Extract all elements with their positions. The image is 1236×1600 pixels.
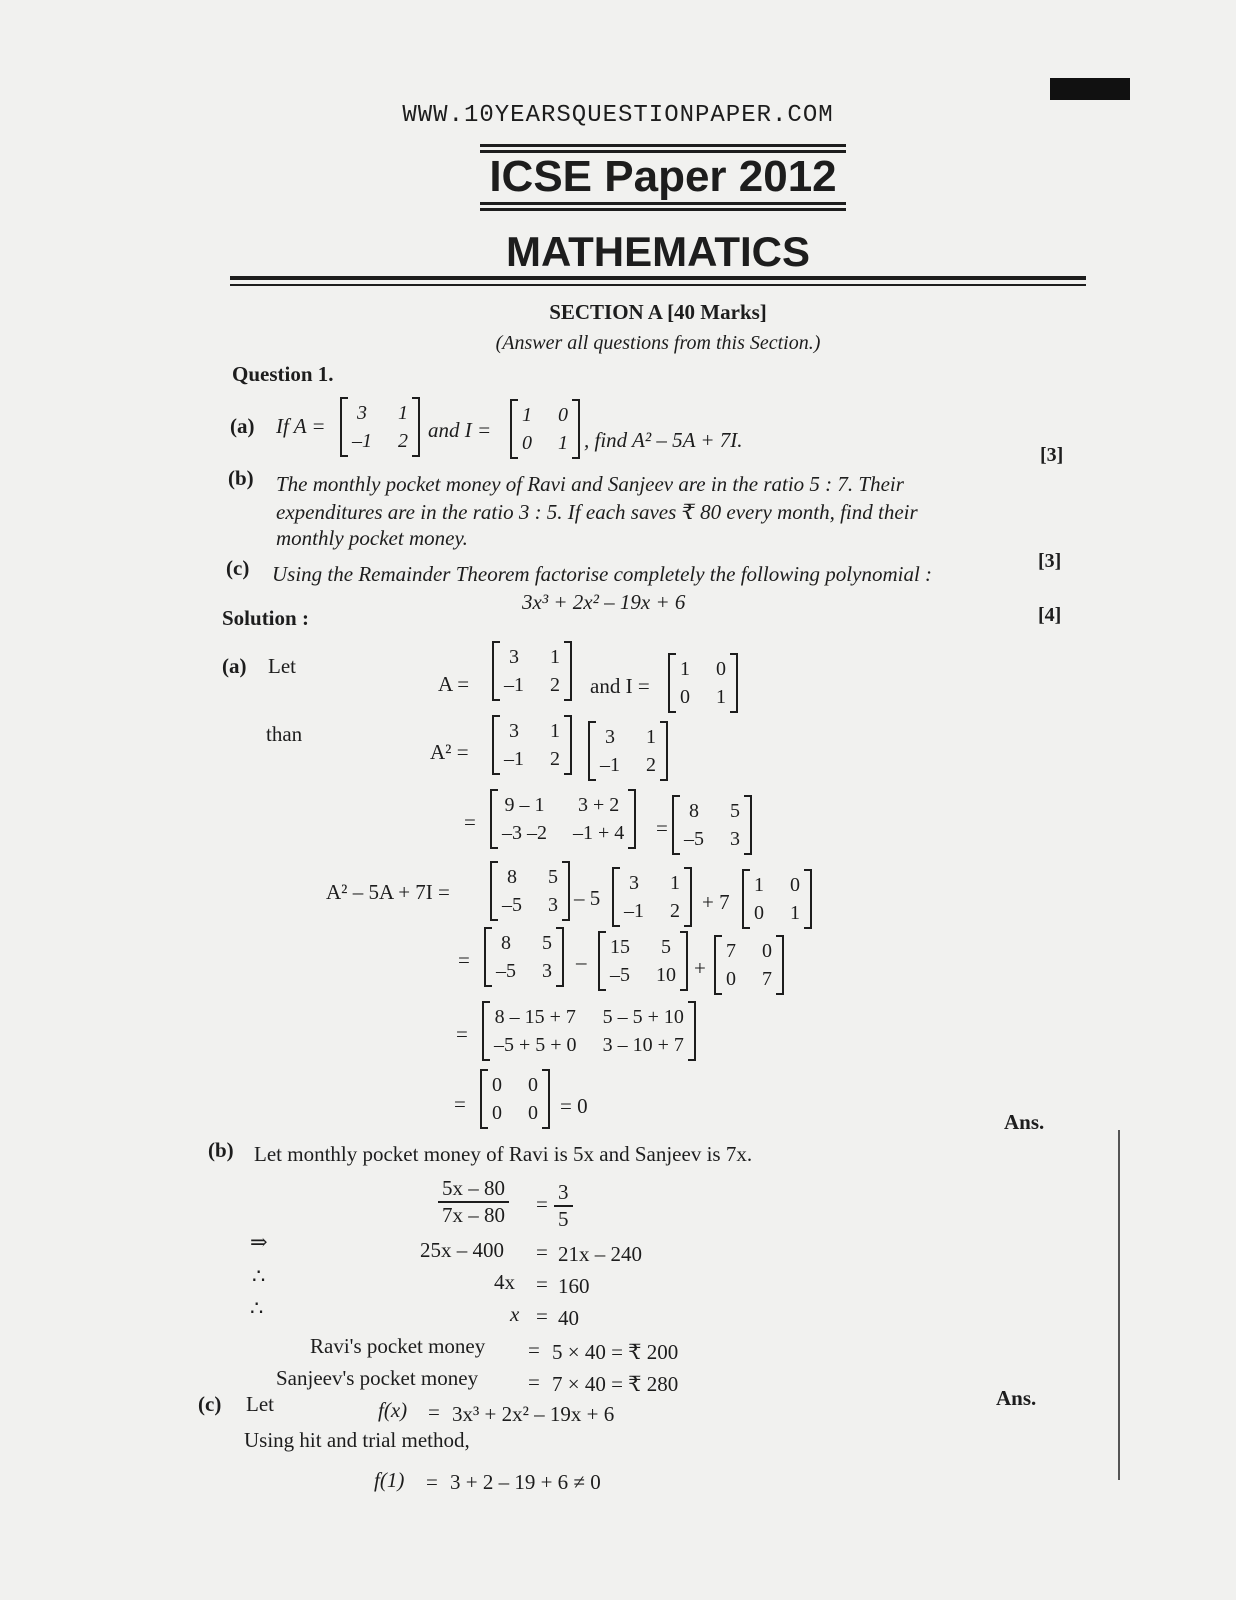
solution-b-eq6: = [528, 1370, 540, 1394]
matrix-cell: 2 [550, 674, 560, 696]
question-a-matrix-i [510, 400, 580, 458]
solution-heading: Solution : [222, 606, 309, 630]
matrix-cell: 2 [670, 900, 680, 922]
question-a-mid: and I = [428, 418, 492, 442]
solution-a-matrix-5a [598, 932, 688, 990]
solution-a-plus7: + 7 [702, 890, 730, 914]
matrix-cell: 2 [398, 430, 408, 452]
matrix-cell: –1 [624, 900, 644, 922]
matrix-cell: 3 [509, 646, 519, 668]
question-b-marks: [3] [1038, 550, 1062, 572]
matrix-cell: –5 + 5 + 0 [494, 1034, 577, 1056]
solution-c-method: Using hit and trial method, [244, 1428, 470, 1452]
solution-a-matrix-a2 [588, 722, 668, 780]
question-a-suffix: , find A² – 5A + 7I. [584, 428, 743, 452]
matrix-cell: 5 [661, 936, 671, 958]
solution-a-ans: Ans. [1004, 1110, 1045, 1134]
matrix-cell: 2 [550, 748, 560, 770]
matrix-cell: 15 [610, 936, 630, 958]
matrix-cell: –1 [504, 748, 524, 770]
solution-c-eq2: = [426, 1470, 438, 1494]
question-b-line1: The monthly pocket money of Ravi and Sanjeev are in the ratio 5 : 7. Their [276, 472, 904, 496]
solution-a-and-i: and I = [590, 674, 650, 698]
fraction-denominator: 5 [558, 1207, 569, 1231]
question-c-polynomial: 3x³ + 2x² – 19x + 6 [522, 590, 686, 614]
matrix-cell: 0 [558, 404, 568, 426]
solution-a-minus: – [576, 950, 587, 974]
paper-title: ICSE Paper 2012 [489, 152, 837, 201]
matrix-cell: 3 [509, 720, 519, 742]
solution-a-matrix-product [490, 790, 636, 848]
matrix-cell: 3 [605, 726, 615, 748]
matrix-cell: 8 – 15 + 7 [494, 1006, 576, 1028]
fraction-numerator: 3 [554, 1180, 573, 1207]
matrix-cell: 1 [398, 402, 408, 424]
matrix-cell: 1 [550, 646, 560, 668]
solution-a-let: Let [268, 654, 296, 678]
solution-c-eq1: = [428, 1400, 440, 1424]
solution-a-matrix-i2 [742, 870, 812, 928]
matrix-cell: 1 [522, 404, 532, 426]
question-c-label: (c) [226, 556, 250, 580]
matrix-cell: 3 [542, 960, 552, 982]
solution-a-matrix-7i [714, 936, 784, 994]
matrix-cell: 1 [550, 720, 560, 742]
solution-a-eq3: = [458, 948, 470, 972]
section-heading: SECTION A [40 Marks] [549, 300, 767, 324]
matrix-cell: 1 [716, 686, 726, 708]
matrix-cell: 9 – 1 [504, 794, 545, 816]
solution-a-minus5: – 5 [574, 886, 601, 910]
matrix-cell: –1 [504, 674, 524, 696]
solution-c-fx-left: f(x) [378, 1398, 408, 1422]
matrix-cell: 2 [646, 754, 656, 776]
solution-a-eq5: = [454, 1092, 466, 1116]
matrix-cell: 8 [501, 932, 511, 954]
solution-b-sanjeev-right: 7 × 40 = ₹ 280 [552, 1372, 679, 1396]
solution-a-matrix-square-2 [490, 862, 570, 920]
solution-a-lhs1: A = [438, 672, 470, 696]
matrix-cell: –5 [684, 828, 704, 850]
matrix-cell: 1 [680, 658, 690, 680]
matrix-cell: 5 [542, 932, 552, 954]
solution-a-eq-zero: = 0 [560, 1094, 588, 1118]
question-a-prefix: If A = [276, 414, 326, 438]
matrix-cell: 7 [726, 940, 736, 962]
solution-a-matrix-sum [482, 1002, 696, 1060]
solution-b-fraction-right [554, 1180, 573, 1232]
solution-b-eq4: = [536, 1304, 548, 1328]
matrix-cell: 0 [492, 1074, 502, 1096]
question-c-line1: Using the Remainder Theorem factorise completely the following polynomial : [272, 562, 933, 586]
matrix-cell: –1 [600, 754, 620, 776]
matrix-cell: 3 [730, 828, 740, 850]
solution-b-eq2: = [536, 1240, 548, 1264]
solution-a-matrix-i [668, 654, 738, 712]
therefore-symbol: ∴ [252, 1264, 266, 1288]
solution-b-step1-right: 21x – 240 [558, 1242, 642, 1266]
solution-c-f1-left: f(1) [374, 1468, 405, 1492]
solution-b-step3-left: x [510, 1302, 520, 1326]
solution-b-step3-right: 40 [558, 1306, 579, 1330]
matrix-cell: 7 [762, 968, 772, 990]
matrix-cell: 3 [629, 872, 639, 894]
question-a-matrix-a [340, 398, 420, 456]
solution-b-eq5: = [528, 1338, 540, 1362]
solution-c-let: Let [246, 1392, 274, 1416]
matrix-cell: 3 – 10 + 7 [602, 1034, 684, 1056]
question-a-label: (a) [230, 414, 255, 438]
matrix-cell: 8 [689, 800, 699, 822]
solution-a-matrix-a1 [492, 716, 572, 774]
question-b-line3: monthly pocket money. [276, 526, 468, 550]
question-b-line2: expenditures are in the ratio 3 : 5. If each saves ₹ 80 every month, find their [276, 500, 918, 524]
matrix-cell: 5 – 5 + 10 [602, 1006, 684, 1028]
solution-a-matrix-a3 [612, 868, 692, 926]
solution-a-matrix-square-3 [484, 928, 564, 986]
matrix-cell: –5 [496, 960, 516, 982]
matrix-cell: 5 [548, 866, 558, 888]
solution-a-eq1: = [464, 810, 476, 834]
solution-c-f1-right: 3 + 2 – 19 + 6 ≠ 0 [450, 1470, 601, 1494]
solution-a-eq2: = [656, 816, 668, 840]
solution-b-eq3: = [536, 1272, 548, 1296]
matrix-cell: 0 [754, 902, 764, 924]
solution-b-ravi-right: 5 × 40 = ₹ 200 [552, 1340, 679, 1364]
matrix-cell: –5 [610, 964, 630, 986]
matrix-cell: –3 –2 [502, 822, 547, 844]
matrix-cell: 8 [507, 866, 517, 888]
header-rule [230, 276, 1086, 280]
matrix-cell: 1 [646, 726, 656, 748]
matrix-cell: 0 [522, 432, 532, 454]
solution-a-label: (a) [222, 654, 247, 678]
question-a-marks: [3] [1040, 444, 1064, 466]
solution-a-matrix-square [672, 796, 752, 854]
matrix-cell: 0 [726, 968, 736, 990]
matrix-cell: 0 [528, 1074, 538, 1096]
header-rule-thin [230, 284, 1086, 286]
matrix-cell: 0 [790, 874, 800, 896]
solution-b-step2-left: 4x [494, 1270, 515, 1294]
implies-symbol: ⇒ [250, 1230, 268, 1254]
solution-c-fx-right: 3x³ + 2x² – 19x + 6 [452, 1402, 615, 1426]
solution-a-matrix-a [492, 642, 572, 700]
fraction-denominator: 7x – 80 [442, 1203, 505, 1227]
website-header: WWW.10YEARSQUESTIONPAPER.COM [402, 102, 834, 129]
matrix-cell: 0 [680, 686, 690, 708]
solution-a-lhs3: A² – 5A + 7I = [326, 880, 450, 904]
solution-a-plus: + [694, 956, 706, 980]
matrix-cell: 1 [558, 432, 568, 454]
matrix-cell: 0 [716, 658, 726, 680]
solution-b-fraction-left [438, 1176, 509, 1228]
solution-a-lhs2: A² = [430, 740, 469, 764]
solution-b-step2-right: 160 [558, 1274, 590, 1298]
solution-b-ravi-left: Ravi's pocket money [310, 1334, 486, 1358]
subject-title: MATHEMATICS [505, 228, 811, 275]
matrix-cell: –1 + 4 [573, 822, 625, 844]
question-heading: Question 1. [232, 362, 334, 386]
matrix-cell: 0 [528, 1102, 538, 1124]
matrix-cell: 1 [790, 902, 800, 924]
solution-b-sanjeev-left: Sanjeev's pocket money [276, 1366, 479, 1390]
matrix-cell: –1 [352, 430, 372, 452]
solution-b-line1: Let monthly pocket money of Ravi is 5x and Sanjeev is 7x. [254, 1142, 753, 1166]
solution-a-than: than [266, 722, 303, 746]
solution-b-label: (b) [208, 1138, 234, 1162]
solution-b-ans: Ans. [996, 1386, 1037, 1410]
matrix-cell: –5 [502, 894, 522, 916]
matrix-cell: 3 [357, 402, 367, 424]
therefore-symbol: ∴ [250, 1296, 264, 1320]
scan-edge-line [1118, 1130, 1120, 1480]
matrix-cell: 1 [670, 872, 680, 894]
solution-b-step1-left: 25x – 400 [420, 1238, 504, 1262]
section-instructions: (Answer all questions from this Section.) [495, 332, 821, 354]
matrix-cell: 1 [754, 874, 764, 896]
matrix-cell: 0 [492, 1102, 502, 1124]
question-b-label: (b) [228, 466, 254, 490]
scan-edge-mark [1050, 78, 1130, 100]
solution-c-label: (c) [198, 1392, 222, 1416]
question-c-marks: [4] [1038, 604, 1062, 626]
solution-a-matrix-zero [480, 1070, 550, 1128]
matrix-cell: 0 [762, 940, 772, 962]
matrix-cell: 10 [656, 964, 676, 986]
fraction-numerator: 5x – 80 [438, 1176, 509, 1203]
solution-a-eq4: = [456, 1022, 468, 1046]
matrix-cell: 3 + 2 [578, 794, 620, 816]
matrix-cell: 5 [730, 800, 740, 822]
solution-b-eq1: = [536, 1192, 548, 1216]
matrix-cell: 3 [548, 894, 558, 916]
